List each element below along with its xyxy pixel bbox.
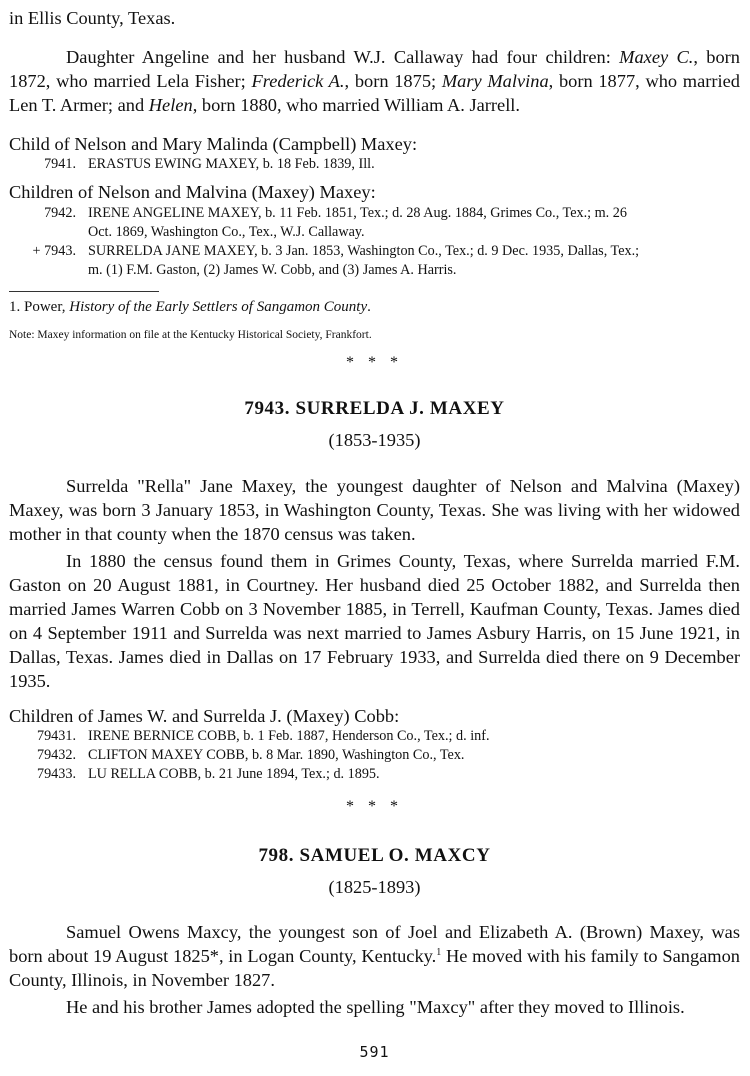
- body-paragraph: He and his brother James adopted the spelling "Maxcy" after they moved to Illinois.: [66, 997, 685, 1017]
- page-number: 591: [359, 1043, 390, 1061]
- entry-text-line: IRENE ANGELINE MAXEY, b. 11 Feb. 1851, Tex.; d. 28 Aug. 1884, Grimes Co., Tex.; m. 26: [88, 205, 627, 221]
- entry-text: CLIFTON MAXEY COBB, b. 8 Mar. 1890, Washington Co., Tex.: [88, 747, 465, 763]
- section-separator: * * *: [346, 354, 403, 371]
- angeline-paragraph: Daughter Angeline and her husband W.J. Callaway had four children: Maxey C., born 1872, who married Lela Fisher; Frederick A., born 1875; Mary Malvina, born 1877, who married Len T. Armer; and Helen, born 1880, who married William A. Jarrell.: [9, 47, 740, 115]
- entry-text: LU RELLA COBB, b. 21 June 1894, Tex.; d. 1895.: [88, 766, 380, 782]
- entry-number: 7941.: [44, 156, 76, 172]
- child-name: Maxey C.: [619, 47, 694, 67]
- child-entry: [9, 242, 740, 280]
- section-years: (1853-1935): [328, 430, 421, 450]
- entry-text-line: SURRELDA JANE MAXEY, b. 3 Jan. 1853, Washington Co., Tex.; d. 9 Dec. 1935, Dallas, Tex.;: [88, 243, 640, 259]
- child-entry: [9, 765, 740, 784]
- section-separator: * * *: [346, 798, 403, 815]
- body-paragraph: In 1880 the census found them in Grimes County, Texas, where Surrelda married F.M. Gaston on 20 August 1881, in Courtney. Her husband died 25 October 1882, and Surrelda then married James Warren Cobb on 3 November 1885, in Terrell, Kaufman County, Texas. James died on 4 September 1911 and Surrelda was next married to James Asbury Harris, on 15 June 1921, in Dallas, Texas. James died in Dallas on 17 February 1933, and Surrelda died there on 9 December 1935.: [9, 551, 740, 691]
- entry-text: IRENE BERNICE COBB, b. 1 Feb. 1887, Henderson Co., Tex.; d. inf.: [88, 728, 490, 744]
- body-paragraph: Surrelda "Rella" Jane Maxey, the youngest daughter of Nelson and Malvina (Maxey) Maxey, was born 3 January 1853, in Washington County, Texas. She was living with her widowed mother in that county when the 1870 census was taken.: [9, 476, 740, 544]
- body-paragraph: Samuel Owens Maxcy, the youngest son of Joel and Elizabeth A. (Brown) Maxey, was born about 19 August 1825*, in Logan County, Kentucky.$^1$ He moved with his family to Sangamon County, Illinois, in November 1827.: [9, 922, 740, 990]
- footnote-rule: [9, 291, 159, 292]
- source-note: Note: Maxey information on file at the Kentucky Historical Society, Frankfort.: [9, 329, 372, 341]
- footnote-marker: 1: [436, 946, 442, 958]
- entry-number: 79433.: [36, 766, 76, 782]
- children-heading: Children of Nelson and Malvina (Maxey) Maxey:: [9, 182, 376, 202]
- child-entry: [9, 746, 740, 765]
- child-name: Helen: [148, 95, 193, 115]
- entry-text-line: Oct. 1869, Washington Co., Tex., W.J. Callaway.: [88, 224, 365, 240]
- children-heading: Children of James W. and Surrelda J. (Maxey) Cobb:: [9, 706, 400, 726]
- child-name: Mary Malvina: [441, 71, 549, 91]
- continuation-text: in Ellis County, Texas.: [9, 8, 176, 28]
- child-entry: [9, 204, 740, 242]
- footnote-book-title: History of the Early Settlers of Sangamon County: [69, 299, 368, 315]
- children-heading: Child of Nelson and Mary Malinda (Campbell) Maxey:: [9, 134, 418, 154]
- child-entry: [9, 727, 740, 746]
- child-name: Frederick A.: [251, 71, 345, 91]
- entry-number: 7942.: [44, 205, 76, 221]
- entry-text: ERASTUS EWING MAXEY, b. 18 Feb. 1839, Ill.: [88, 156, 375, 172]
- entry-number: 79432.: [36, 747, 76, 763]
- section-title: 7943. SURRELDA J. MAXEY: [244, 398, 505, 419]
- entry-number: 79431.: [36, 728, 76, 744]
- descendant-marker: +: [32, 243, 41, 259]
- entry-number: + 7943.: [32, 243, 76, 259]
- section-years: (1825-1893): [328, 877, 421, 897]
- section-title: 798. SAMUEL O. MAXCY: [258, 845, 491, 866]
- entry-text-line: m. (1) F.M. Gaston, (2) James W. Cobb, and (3) James A. Harris.: [88, 262, 457, 278]
- child-entry: [9, 155, 740, 174]
- footnote: 1. Power, History of the Early Settlers of Sangamon County.: [9, 299, 371, 315]
